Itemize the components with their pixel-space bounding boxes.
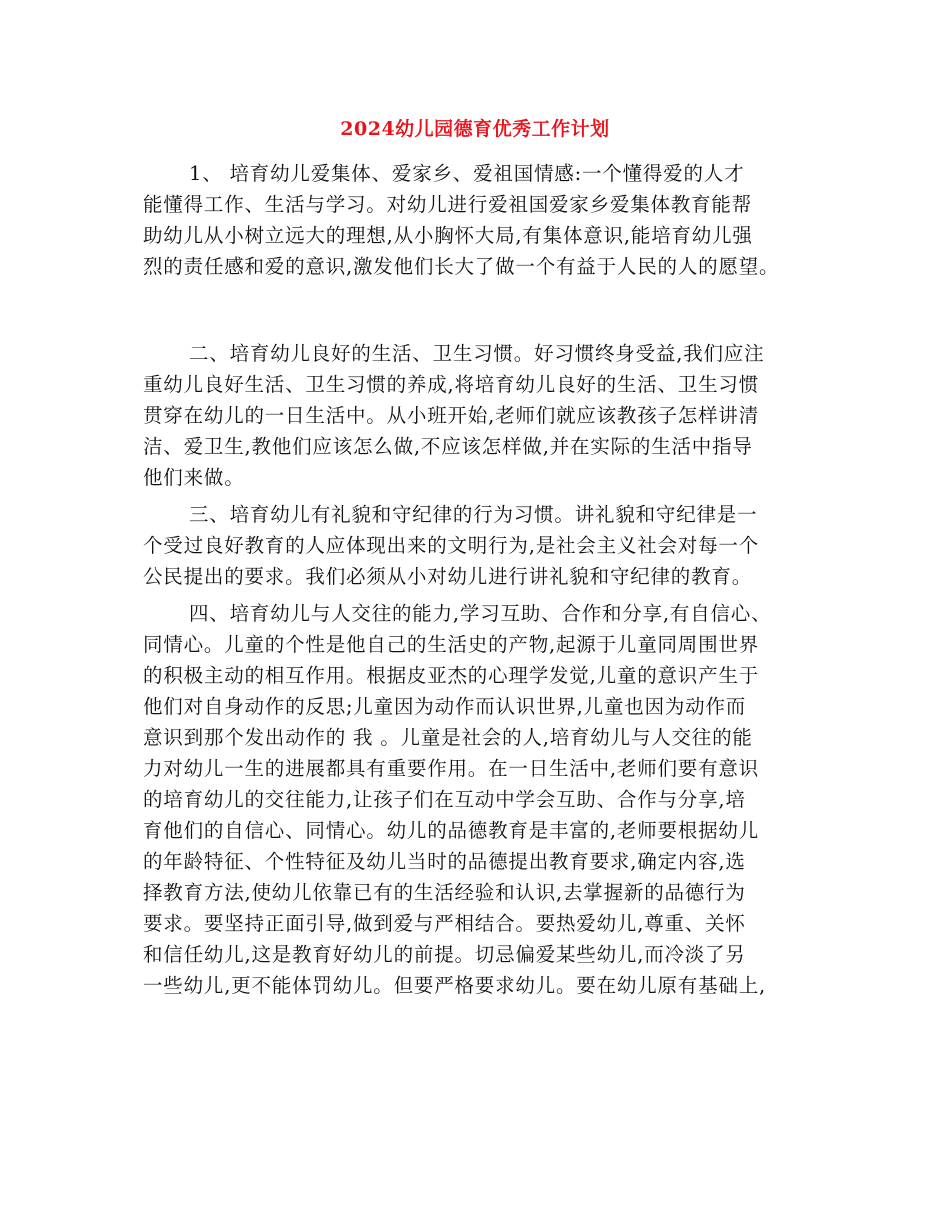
text-line: 助幼儿从小树立远大的理想,从小胸怀大局,有集体意识,能培育幼儿强 xyxy=(143,224,753,247)
text-line: 育他们的自信心、同情心。幼儿的品德教育是丰富的,老师要根据幼儿 xyxy=(143,819,759,842)
text-line: 他们来做。 xyxy=(143,466,245,489)
text-line: 择教育方法,使幼儿依靠已有的生活经验和认识,去掌握新的品德行为 xyxy=(143,881,746,904)
text-line: 二、培育幼儿良好的生活、卫生习惯。好习惯终身受益,我们应注 xyxy=(189,342,765,365)
text-line: 力对幼儿一生的进展都具有重要作用。在一日生活中,老师们要有意识 xyxy=(143,757,759,780)
text-line: 要求。要坚持正面引导,做到爱与严相结合。要热爱幼儿,尊重、关怀 xyxy=(143,912,746,935)
paragraph-2 xyxy=(143,338,823,493)
text-line: 的培育幼儿的交往能力,让孩子们在互动中学会互助、合作与分享,培 xyxy=(143,788,746,811)
text-line: 一些幼儿,更不能体罚幼儿。但要严格要求幼儿。要在幼儿原有基础上, xyxy=(143,974,766,997)
text-line: 个受过良好教育的人应体现出来的文明行为,是社会主义社会对每一个 xyxy=(143,534,759,557)
paragraph-4 xyxy=(143,598,823,1001)
text-line: 公民提出的要求。我们必须从小对幼儿进行讲礼貌和守纪律的教育。 xyxy=(143,565,753,588)
text-line: 重幼儿良好生活、卫生习惯的养成,将培育幼儿良好的生活、卫生习惯 xyxy=(143,373,759,396)
text-line: 洁、爱卫生,教他们应该怎么做,不应该怎样做,并在实际的生活中指导 xyxy=(143,435,753,458)
text-line: 能懂得工作、生活与学习。对幼儿进行爱祖国爱家乡爱集体教育能帮 xyxy=(143,193,753,216)
text-line: 的积极主动的相互作用。根据皮亚杰的心理学发觉,儿童的意识产生于 xyxy=(143,664,759,687)
text-line: 1、 培育幼儿爱集体、爱家乡、爱祖国情感:一个懂得爱的人才 xyxy=(189,162,745,185)
paragraph-spacer xyxy=(143,282,823,338)
text-line: 贯穿在幼儿的一日生活中。从小班开始,老师们就应该教孩子怎样讲清 xyxy=(143,404,759,427)
paragraph-3 xyxy=(143,499,823,592)
text-line: 意识到那个发出动作的 我 。儿童是社会的人,培育幼儿与人交往的能 xyxy=(143,726,753,749)
text-line: 烈的责任感和爱的意识,激发他们长大了做一个有益于人民的人的愿望。 xyxy=(143,255,780,278)
text-line: 的年龄特征、个性特征及幼儿当时的品德提出教育要求,确定内容,选 xyxy=(143,850,746,873)
text-line: 同情心。儿童的个性是他自己的生活史的产物,起源于儿童同周围世界 xyxy=(143,633,759,656)
text-line: 三、培育幼儿有礼貌和守纪律的行为习惯。讲礼貌和守纪律是一 xyxy=(189,503,758,526)
paragraph-1 xyxy=(143,158,823,282)
text-line: 四、培育幼儿与人交往的能力,学习互助、合作和分享,有自信心、 xyxy=(189,602,772,625)
document-body xyxy=(143,158,823,1001)
text-line: 和信任幼儿,这是教育好幼儿的前提。切忌偏爱某些幼儿,而冷淡了另 xyxy=(143,943,746,966)
page-title: 2024幼儿园德育优秀工作计划 xyxy=(340,118,610,140)
text-line: 他们对自身动作的反思;儿童因为动作而认识世界,儿童也因为动作而 xyxy=(143,695,747,718)
